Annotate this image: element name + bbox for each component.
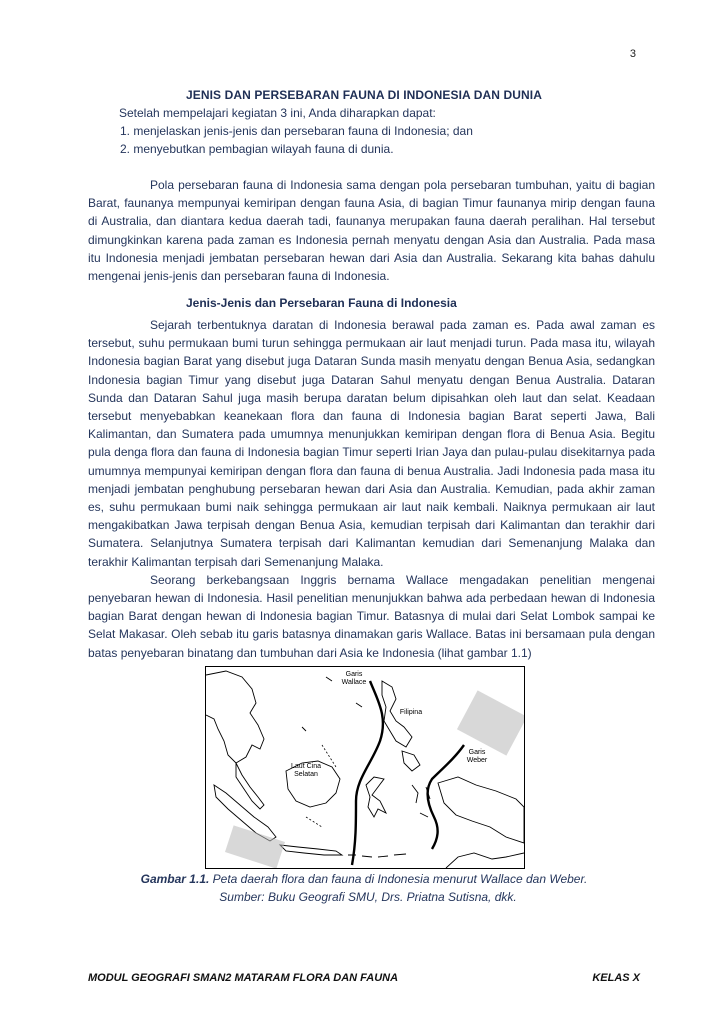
objective-item: 2. menyebutkan pembagian wilayah fauna di dunia. [120,142,394,156]
section-heading: JENIS DAN PERSEBARAN FAUNA DI INDONESIA DAN DUNIA [185,88,543,102]
wallace-line [352,681,383,865]
main-paragraph-block [88,316,655,662]
fauna-map-figure [205,666,525,869]
sea-shading-east [457,690,524,755]
caption-text: Peta daerah flora dan fauna di Indonesia menurut Wallace dan Weber. [209,872,588,886]
philippines-south [402,751,420,771]
map-label-garis-wallace: Garis Wallace [341,671,367,686]
dashed-boundary [306,745,336,827]
footer-module-title: MODUL GEOGRAFI SMAN2 MATARAM FLORA DAN FAUNA [88,972,399,984]
objective-item: 1. menjelaskan jenis-jenis dan persebaran fauna di Indonesia; dan [120,124,473,138]
map-label-garis-weber: Garis Weber [466,749,488,764]
subsection-heading: Jenis-Jenis dan Persebaran Fauna di Indonesia [186,296,457,310]
indochina-coast [206,671,264,763]
paragraph-1: Pola persebaran fauna di Indonesia sama dengan pola persebaran tumbuhan, yaitu di bagian Barat, faunanya mempunyai kemiripan dengan fauna Asia, di bagian Timur faunanya mirip dengan fauna di Australia, dan diantara kedua daerah tadi, faunanya merupakan fauna daerah peralihan. Hal tersebut dimungkinkan karena pada zaman es Indonesia pernah menyatu dengan Asia dan Australia. Pada masa itu Indonesia menjadi jembatan persebaran hewan dari Asia dan Australia. Sekarang kita bahas dahulu mengenai jenis-jenis dan persebaran fauna di Indonesia. [88,178,655,284]
weber-line [428,745,464,849]
map-label-filipina: Filipina [399,709,423,716]
page-footer [88,972,640,984]
map-label-laut-cina-selatan: Laut Cina Selatan [291,763,321,778]
paragraph-2: Sejarah terbentuknya daratan di Indonesia berawal pada zaman es. Pada awal zaman es tersebut, suhu permukaan bumi turun sehingga permukaan air laut menjadi turun. Pada masa itu, wilayah Indonesia bagian Barat yang disebut juga Dataran Sunda masih menyatu dengan Benua Asia, sedangkan Indonesia bagian Timur yang disebut juga Dataran Sahul menyatu dengan Benua Australia. Dataran Sunda dan Dataran Sahul juga masih berupa daratan belum dipisahkan oleh laut dan selat. Keadaan tersebut menyebabkan keanekaan flora dan fauna di Indonesia bagian Barat seperti Jawa, Bali Kalimantan, dan Sumatera pada umumnya menunjukkan kemiripan dengan flora di Benua Asia. Begitu pula denga flora dan fauna di Indonesia bagian Timur seperti Irian Jaya dan pulau-pulau disekitarnya pada umumnya mempunyai kemiripan dengan flora dan fauna di benua Australia. Jadi Indonesia pada masa itu menjadi jembatan penghubung persebaran hewan dari Asia dan Australia. Kemudian, pada akhir zaman es, suhu permukaan bumi naik sehingga permukaan air laut naik kembali. Naiknya permukaan air laut mengakibatkan Jawa terpisah dengan Benua Asia, kemudian terpisah dari Kalimantan dan terakhir dari Sumatera. Selanjutnya Sumatera terpisah dari Kalimantan kemudian dari Semenanjung Malaka dan terakhir Kalimantan terpisah dari Semenanjung Malaka. [88,318,655,569]
caption-title: Gambar 1.1. [140,872,210,886]
learning-objectives [120,104,473,158]
lesser-sunda-islands [348,854,406,857]
java-island [280,845,342,855]
map-drawing [206,667,524,868]
footer-class: KELAS X [592,972,640,984]
objectives-intro: Setelah mempelajari kegiatan 3 ini, Anda diharapkan dapat: [119,106,436,120]
malay-peninsula [236,763,264,809]
new-guinea-island [438,777,524,843]
sulawesi-island [366,777,386,817]
figure-caption [0,872,728,908]
intro-paragraph-block [88,176,655,285]
australia-coast [446,853,524,868]
page-number: 3 [629,48,636,60]
caption-source: Sumber: Buku Geografi SMU, Drs. Priatna Sutisna, dkk. [219,890,517,904]
paragraph-3: Seorang berkebangsaan Inggris bernama Wallace mengadakan penelitian mengenai penyebaran hewan di Indonesia. Hasil penelitian menunjukkan bahwa ada perbedaan hewan di Indonesia bagian Barat dengan hewan di Indonesia bagian Timur. Batasnya di mulai dari Selat Lombok sampai ke Selat Makasar. Oleh sebab itu garis batasnya dinamakan garis Wallace. Batas ini bersamaan pula dengan batas penyebaran binatang dan tumbuhan dari Asia ke Indonesia (lihat gambar 1.1) [88,572,655,660]
